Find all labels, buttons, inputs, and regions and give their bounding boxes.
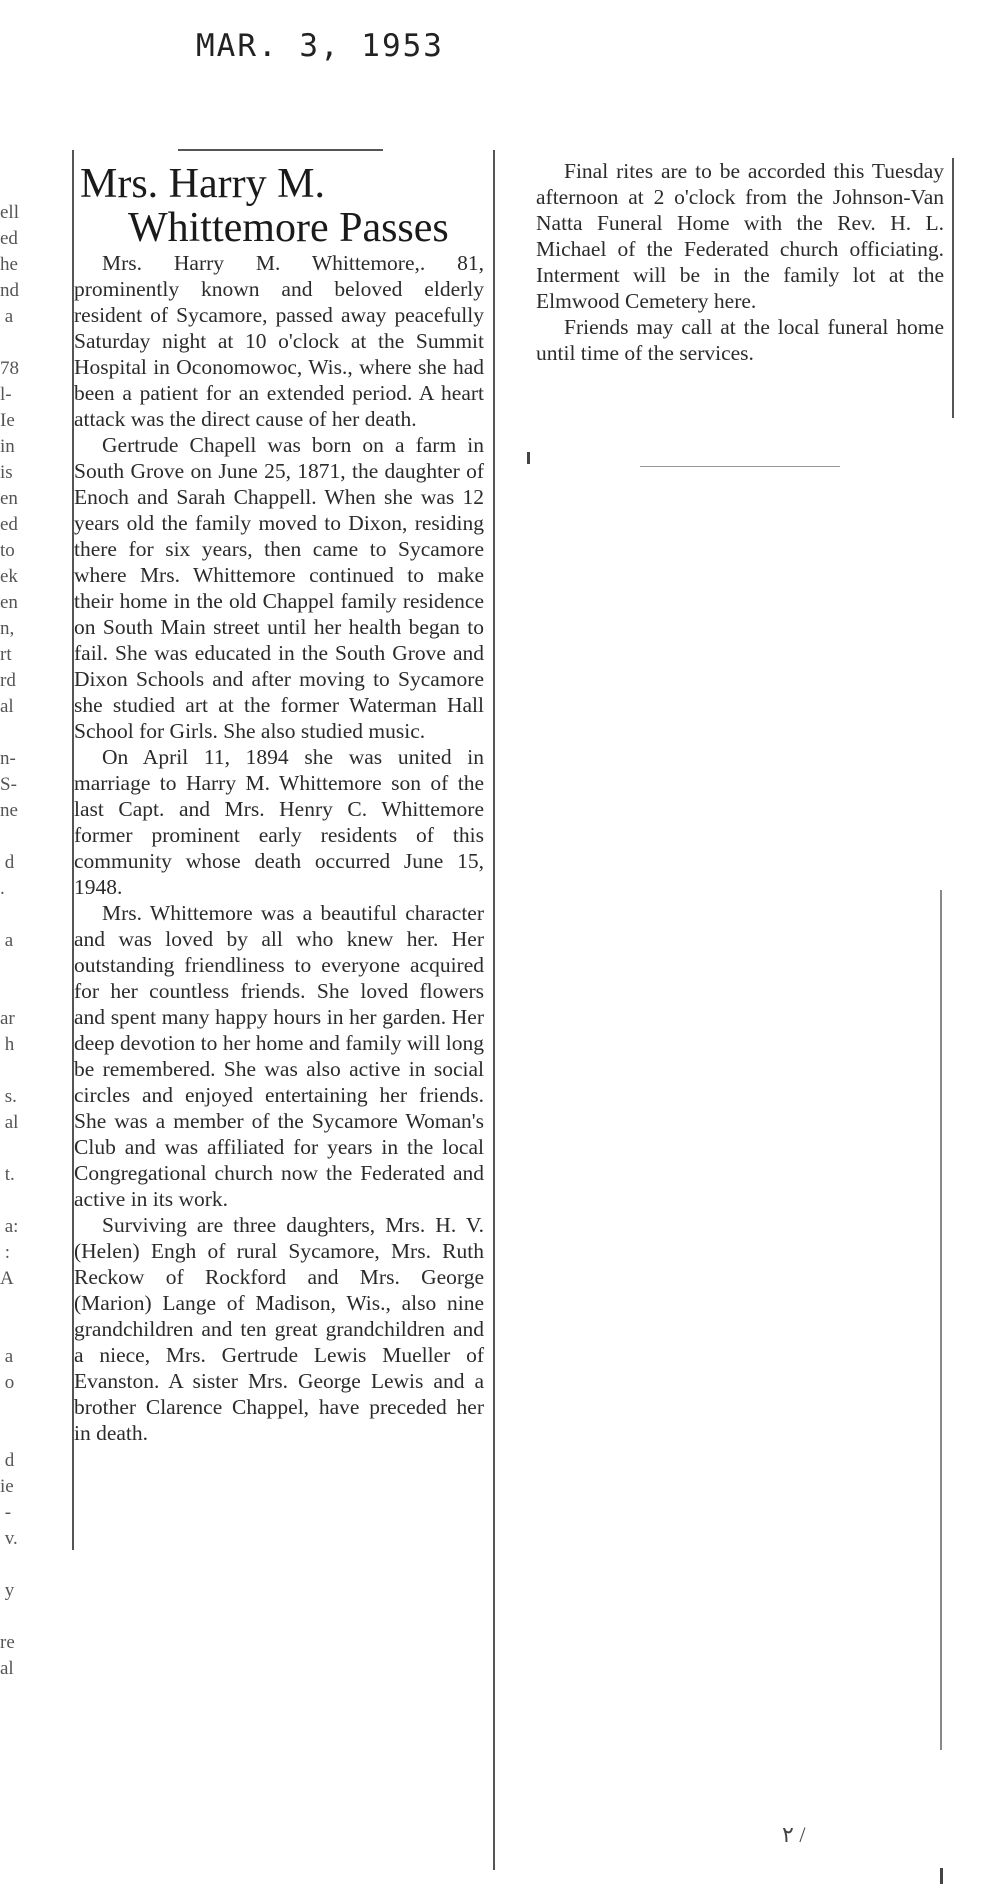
stray-tick-mark	[527, 452, 530, 464]
closing-rule	[640, 466, 840, 467]
clipping-date: MAR. 3, 1953	[196, 28, 444, 64]
headline	[80, 162, 490, 250]
bottom-corner-mark	[940, 1868, 943, 1884]
paragraph-3: On April 11, 1894 she was united in marriage to Harry M. Whittemore son of the last Capt. and Mrs. Henry C. Whittemore former prominent early residents of this community whose death occurred June 15, 1948.	[74, 745, 484, 899]
column-rule-right	[952, 158, 954, 418]
paragraph-4: Mrs. Whittemore was a beautiful character and was loved by all who knew her. Her outstanding friendliness to everyone acquired for her countless friends. She loved flowers and spent many happy hours in her garden. Her deep devotion to her home and family will long be remembered. She was also active in social circles and enjoyed entertaining her friends. She was a member of the Sycamore Woman's Club and was affiliated for years in the local Congregational church now the Federated and active in its work.	[74, 901, 484, 1211]
paragraph-1: Mrs. Harry M. Whittemore,. 81, prominently known and beloved elderly resident of Sycamore, passed away peacefully Saturday night at 10 o'clock at the Summit Hospital in Oconomowoc, Wis., where she had been a patient for an extended period. A heart attack was the direct cause of her death.	[74, 251, 484, 431]
adjacent-column-fragments: ell ed he nd a 78 l- Ie in is en ed to ek en n, rt rd al n- S- ne d . a ar h s. al t. a: : A a o d ie - v. y re al	[0, 202, 19, 1679]
far-right-rule	[940, 890, 942, 1750]
handwritten-mark: ۲ /	[782, 1822, 806, 1847]
paragraph-2: Gertrude Chapell was born on a farm in South Grove on June 25, 1871, the daughter of Enoch and Sarah Chappell. When she was 12 years old the family moved to Dixon, residing there for six years, then came to Sycamore where Mrs. Whittemore continued to make their home in the old Chappel family residence on South Main street until her health began to fail. She was educated in the South Grove and Dixon Schools and after moving to Sycamore she studied art at the former Waterman Hall School for Girls. She also studied music.	[74, 433, 484, 743]
headline-line-2: Whittemore Passes	[128, 205, 449, 251]
paragraph-7: Friends may call at the local funeral home until time of the services.	[536, 315, 944, 365]
paragraph-5: Surviving are three daughters, Mrs. H. V. (Helen) Engh of rural Sycamore, Mrs. Ruth Reckow of Rockford and Mrs. George (Marion) Lange of Madison, Wis., also nine grandchildren and ten great grandchildren and a niece, Mrs. Gertrude Lewis Mueller of Evanston. A sister Mrs. George Lewis and a brother Clarence Chappel, have preceded her in death.	[74, 1213, 484, 1445]
headline-line-1: Mrs. Harry M.	[80, 161, 325, 207]
article-column-left	[74, 250, 484, 1446]
headline-top-rule	[178, 149, 383, 151]
column-rule-left-inner	[493, 150, 495, 1870]
paragraph-6: Final rites are to be accorded this Tuesday afternoon at 2 o'clock from the Johnson-Van Natta Funeral Home with the Rev. H. L. Michael of the Federated church officiating. Interment will be in the family lot at the Elmwood Cemetery here.	[536, 159, 944, 313]
article-column-right	[536, 158, 944, 366]
